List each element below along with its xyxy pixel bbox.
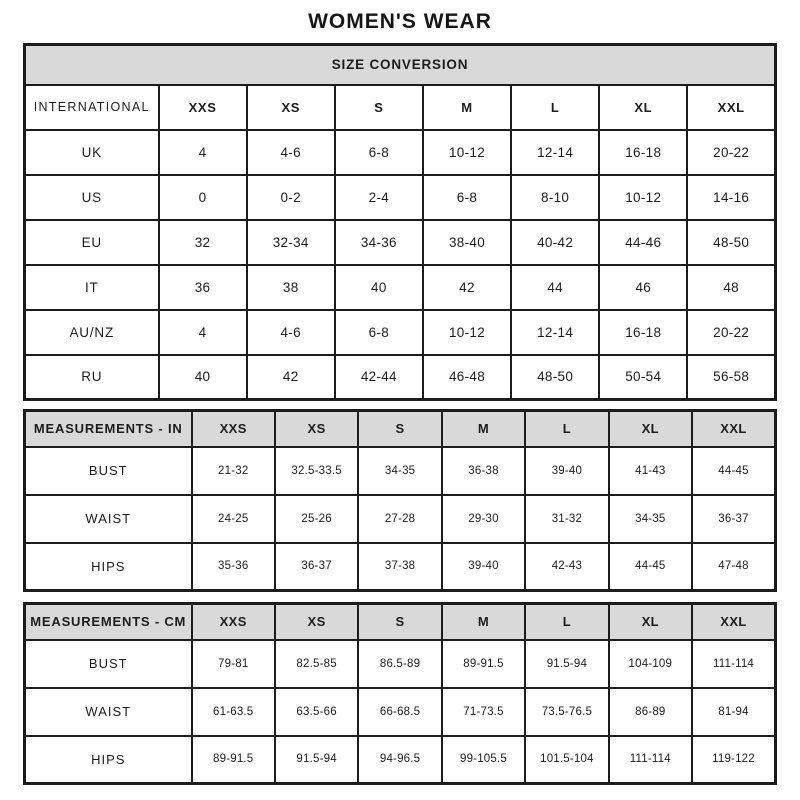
measurements-in-value-hips-l: 42-43 [525,543,608,591]
size-conversion-value-au-nz-l: 12-14 [511,310,599,355]
measurements-cm-col-xxs: XXS [192,604,275,640]
measurements-in-col-xl: XL [609,411,692,447]
measurements-in-value-waist-s: 27-28 [358,495,441,543]
size-conversion-row-eu [25,220,776,265]
row-label: BUST [25,640,192,688]
size-conversion-value-ru-l: 48-50 [511,355,599,400]
measurements-in-header-row [25,411,776,447]
size-conversion-value-us-l: 8-10 [511,175,599,220]
measurements-cm-value-waist-xl: 86-89 [609,688,692,736]
measurements-cm-value-hips-s: 94-96.5 [358,736,441,784]
measurements-in-value-hips-s: 37-38 [358,543,441,591]
size-conversion-value-uk-s: 6-8 [335,130,423,175]
size-conversion-body [25,130,776,400]
measurements-in-value-waist-xxl: 36-37 [692,495,775,543]
size-conversion-value-eu-l: 40-42 [511,220,599,265]
measurements-in-value-bust-xl: 41-43 [609,447,692,495]
measurements-cm-value-bust-xs: 82.5-85 [275,640,358,688]
row-label: WAIST [25,688,192,736]
size-conversion-value-it-s: 40 [335,265,423,310]
size-conversion-value-eu-xs: 32-34 [247,220,335,265]
row-label: UK [25,130,159,175]
size-conversion-value-au-nz-s: 6-8 [335,310,423,355]
size-conversion-value-au-nz-xs: 4-6 [247,310,335,355]
measurements-in-value-bust-l: 39-40 [525,447,608,495]
measurements-in-value-bust-xxl: 44-45 [692,447,775,495]
size-conversion-value-eu-xxl: 48-50 [687,220,775,265]
measurements-cm-body [25,640,776,784]
measurements-in-col-xxl: XXL [692,411,775,447]
measurements-cm-value-bust-xxl: 111-114 [692,640,775,688]
size-conversion-col-xxl: XXL [687,85,775,130]
measurements-cm-header-row [25,604,776,640]
row-label: HIPS [25,543,192,591]
measurements-in-body [25,447,776,591]
size-conversion-col-international: INTERNATIONAL [25,85,159,130]
measurements-cm-value-bust-s: 86.5-89 [358,640,441,688]
measurements-in-row-bust [25,447,776,495]
size-conversion-col-s: S [335,85,423,130]
measurements-in-value-hips-xs: 36-37 [275,543,358,591]
size-conversion-value-au-nz-xxl: 20-22 [687,310,775,355]
size-conversion-value-ru-s: 42-44 [335,355,423,400]
size-conversion-value-au-nz-xl: 16-18 [599,310,687,355]
size-conversion-value-ru-xl: 50-54 [599,355,687,400]
measurements-in-col-s: S [358,411,441,447]
size-conversion-value-us-m: 6-8 [423,175,511,220]
size-conversion-value-ru-xxs: 40 [159,355,247,400]
size-conversion-value-it-xxl: 48 [687,265,775,310]
row-label: AU/NZ [25,310,159,355]
row-label: WAIST [25,495,192,543]
measurements-cm-value-bust-xl: 104-109 [609,640,692,688]
size-conversion-col-xs: XS [247,85,335,130]
measurements-cm-table [23,602,777,785]
row-label: IT [25,265,159,310]
measurements-in-col-xxs: XXS [192,411,275,447]
size-conversion-value-au-nz-xxs: 4 [159,310,247,355]
measurements-in-col-l: L [525,411,608,447]
measurements-in-value-bust-xxs: 21-32 [192,447,275,495]
measurements-in-value-waist-xxs: 24-25 [192,495,275,543]
size-conversion-title-row [25,45,776,85]
measurements-in-value-bust-xs: 32.5-33.5 [275,447,358,495]
size-conversion-col-l: L [511,85,599,130]
measurements-in-col-m: M [442,411,525,447]
measurements-cm-value-hips-l: 101.5-104 [525,736,608,784]
measurements-cm-value-hips-m: 99-105.5 [442,736,525,784]
measurements-in-value-bust-s: 34-35 [358,447,441,495]
size-conversion-value-eu-xl: 44-46 [599,220,687,265]
measurements-cm-value-waist-xxs: 61-63.5 [192,688,275,736]
measurements-in-row-hips [25,543,776,591]
size-conversion-value-uk-m: 10-12 [423,130,511,175]
row-label: US [25,175,159,220]
size-conversion-value-ru-xs: 42 [247,355,335,400]
size-conversion-value-it-xl: 46 [599,265,687,310]
measurements-cm-row-waist [25,688,776,736]
row-label: HIPS [25,736,192,784]
size-conversion-header: SIZE CONVERSION [25,45,776,85]
size-conversion-value-uk-xxl: 20-22 [687,130,775,175]
size-conversion-row-ru [25,355,776,400]
size-conversion-value-us-xl: 10-12 [599,175,687,220]
size-conversion-value-uk-xs: 4-6 [247,130,335,175]
measurements-cm-value-waist-s: 66-68.5 [358,688,441,736]
measurements-cm-col-s: S [358,604,441,640]
measurements-in-value-hips-xl: 44-45 [609,543,692,591]
measurements-in-value-waist-m: 29-30 [442,495,525,543]
size-conversion-value-ru-xxl: 56-58 [687,355,775,400]
size-conversion-col-xxs: XXS [159,85,247,130]
size-conversion-col-xl: XL [599,85,687,130]
measurements-in-value-hips-xxl: 47-48 [692,543,775,591]
size-conversion-value-uk-xl: 16-18 [599,130,687,175]
measurements-cm-value-waist-m: 71-73.5 [442,688,525,736]
size-conversion-value-it-m: 42 [423,265,511,310]
measurements-in-col-xs: XS [275,411,358,447]
measurements-cm-value-hips-xl: 111-114 [609,736,692,784]
size-conversion-value-eu-s: 34-36 [335,220,423,265]
size-conversion-value-uk-l: 12-14 [511,130,599,175]
measurements-cm-value-bust-xxs: 79-81 [192,640,275,688]
size-conversion-value-eu-xxs: 32 [159,220,247,265]
size-conversion-value-us-xxl: 14-16 [687,175,775,220]
measurements-cm-col-xxl: XXL [692,604,775,640]
size-conversion-value-us-xs: 0-2 [247,175,335,220]
row-label: EU [25,220,159,265]
size-conversion-row-us [25,175,776,220]
size-conversion-value-us-xxs: 0 [159,175,247,220]
page-title: WOMEN'S WEAR [308,10,492,33]
measurements-in-value-hips-xxs: 35-36 [192,543,275,591]
measurements-cm-col-xl: XL [609,604,692,640]
row-label: BUST [25,447,192,495]
size-conversion-value-it-xxs: 36 [159,265,247,310]
size-conversion-columns-row [25,85,776,130]
measurements-in-value-waist-xs: 25-26 [275,495,358,543]
measurements-cm-value-bust-l: 91.5-94 [525,640,608,688]
measurements-cm-row-bust [25,640,776,688]
measurements-cm-value-bust-m: 89-91.5 [442,640,525,688]
row-label: RU [25,355,159,400]
size-conversion-table [23,43,777,401]
measurements-in-value-waist-l: 31-32 [525,495,608,543]
measurements-in-value-hips-m: 39-40 [442,543,525,591]
measurements-in-value-waist-xl: 34-35 [609,495,692,543]
measurements-cm-col-xs: XS [275,604,358,640]
measurements-cm-value-hips-xxs: 89-91.5 [192,736,275,784]
measurements-cm-value-hips-xs: 91.5-94 [275,736,358,784]
size-conversion-value-eu-m: 38-40 [423,220,511,265]
size-conversion-col-m: M [423,85,511,130]
measurements-cm-col-m: M [442,604,525,640]
size-conversion-value-ru-m: 46-48 [423,355,511,400]
measurements-cm-value-waist-xxl: 81-94 [692,688,775,736]
measurements-cm-value-waist-xs: 63.5-66 [275,688,358,736]
measurements-cm-value-waist-l: 73.5-76.5 [525,688,608,736]
measurements-cm-header: MEASUREMENTS - CM [25,604,192,640]
measurements-in-table [23,409,777,592]
size-conversion-value-us-s: 2-4 [335,175,423,220]
size-conversion-row-uk [25,130,776,175]
size-conversion-value-it-xs: 38 [247,265,335,310]
measurements-cm-value-hips-xxl: 119-122 [692,736,775,784]
size-conversion-value-uk-xxs: 4 [159,130,247,175]
size-conversion-row-au-nz [25,310,776,355]
measurements-in-header: MEASUREMENTS - IN [25,411,192,447]
size-conversion-value-au-nz-m: 10-12 [423,310,511,355]
size-conversion-row-it [25,265,776,310]
size-conversion-value-it-l: 44 [511,265,599,310]
measurements-in-value-bust-m: 36-38 [442,447,525,495]
measurements-cm-col-l: L [525,604,608,640]
measurements-in-row-waist [25,495,776,543]
measurements-cm-row-hips [25,736,776,784]
